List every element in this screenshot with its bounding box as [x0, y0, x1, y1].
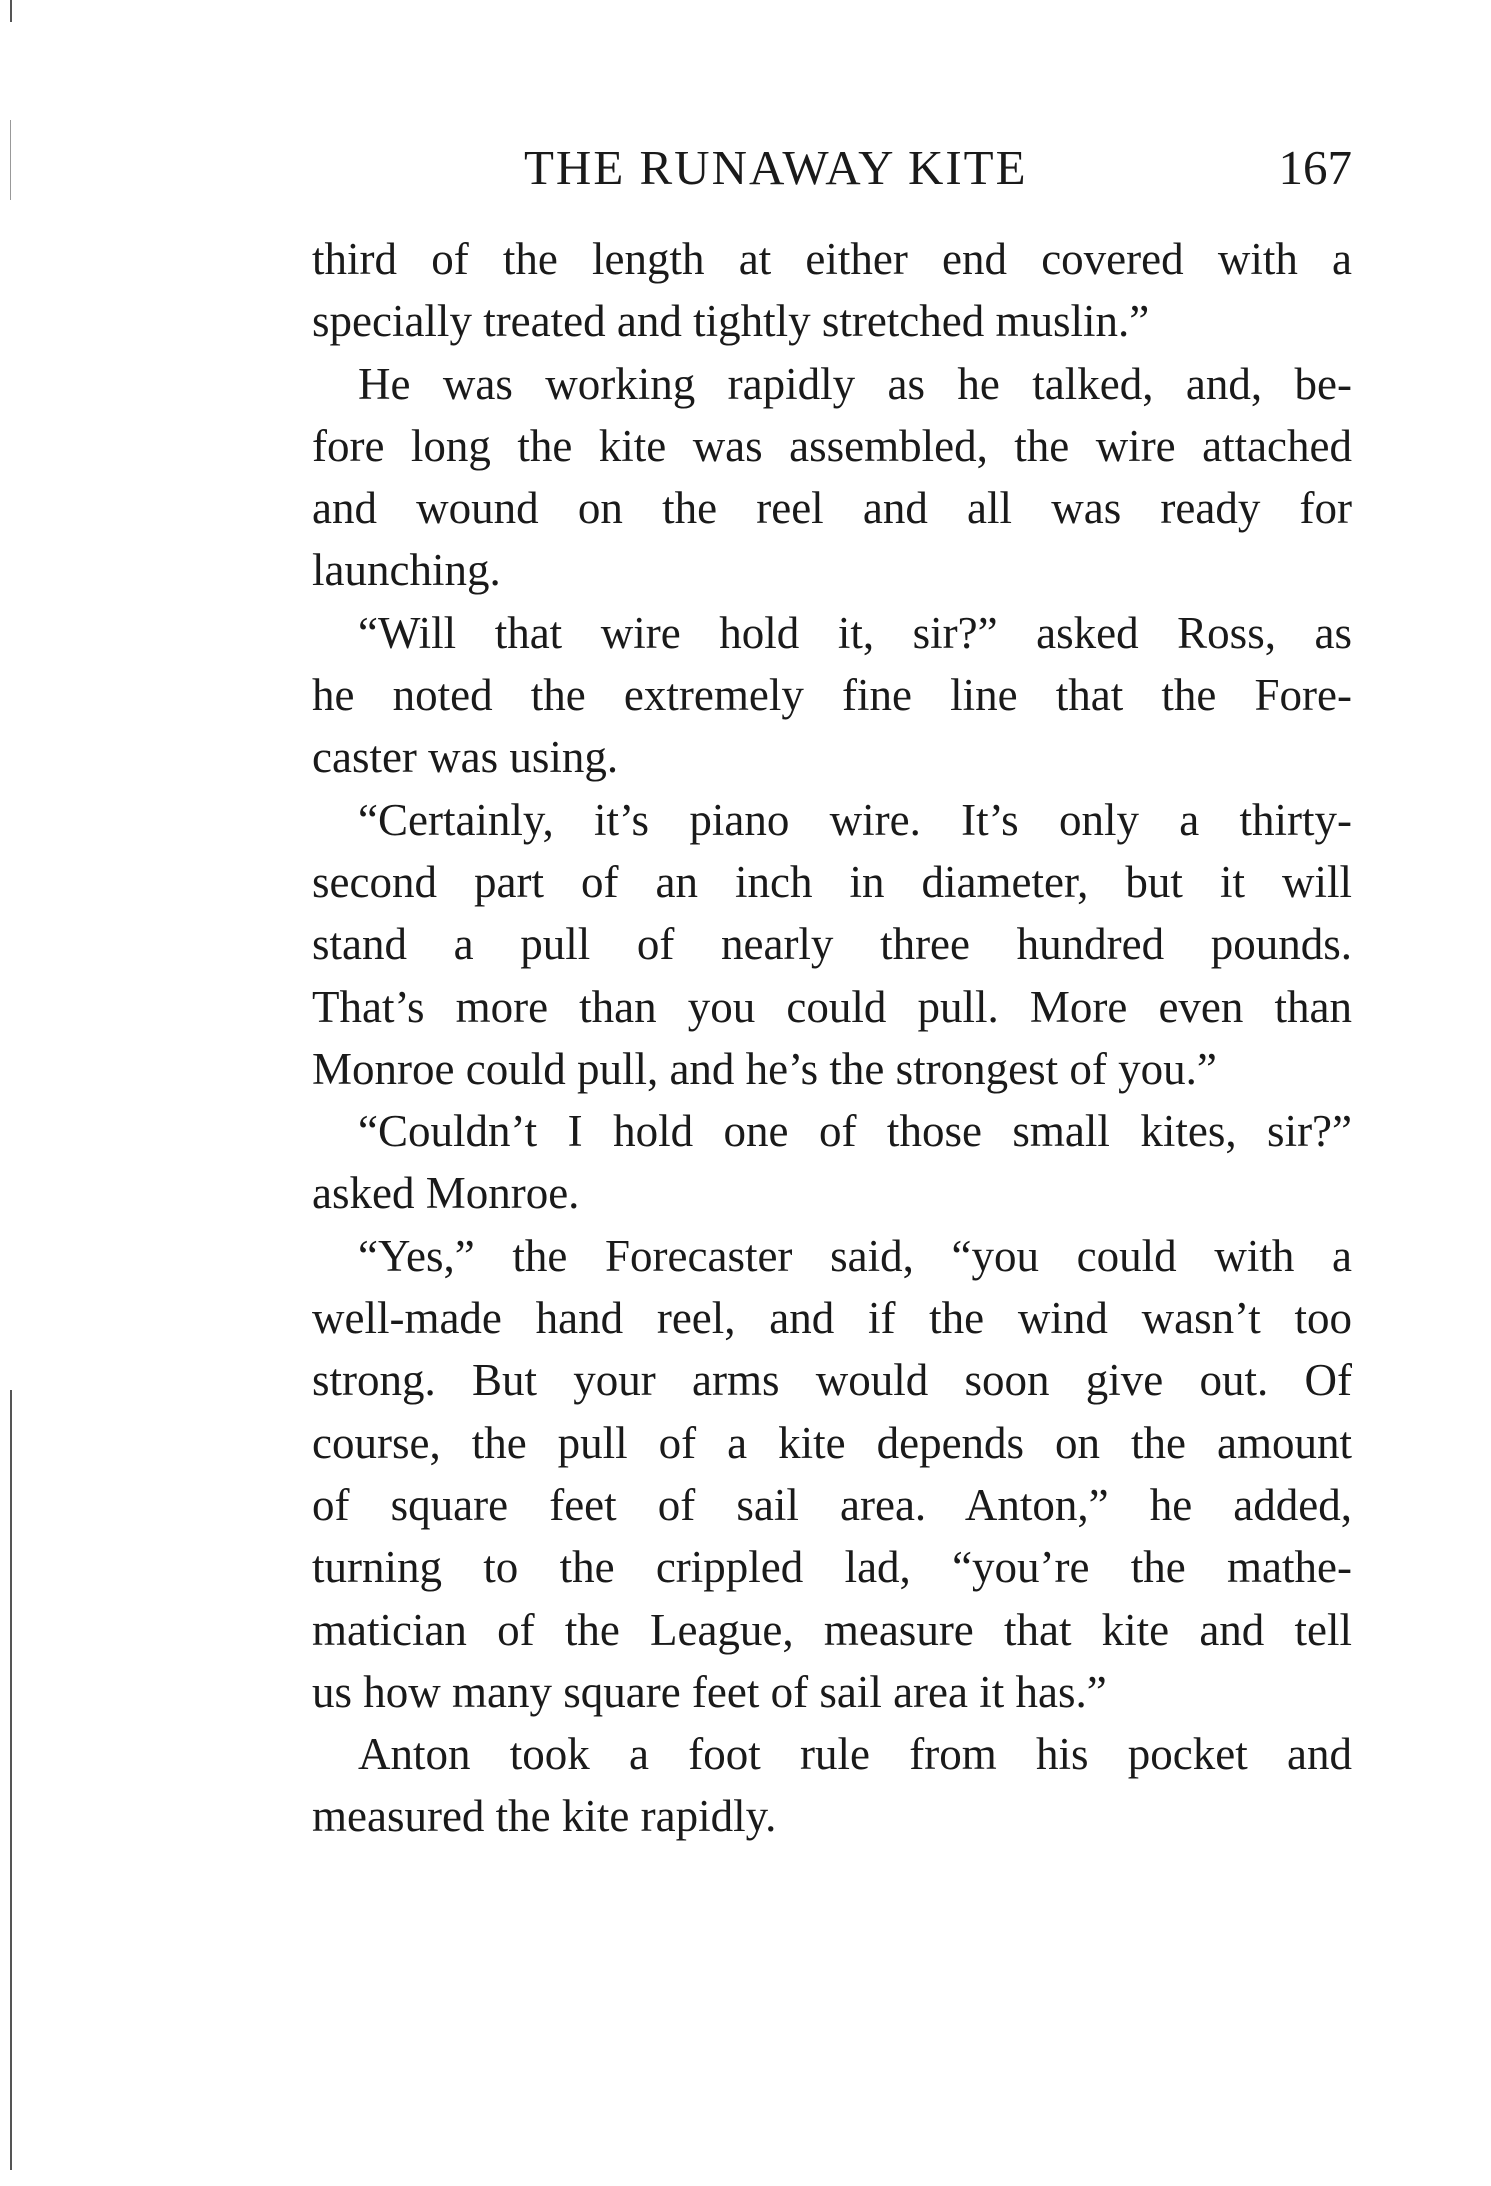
- text-line: he noted the extremely fine line that the Fore-: [312, 670, 1352, 721]
- text-line: well-made hand reel, and if the wind wasn’t too: [312, 1293, 1352, 1344]
- text-line: Anton took a foot rule from his pocket and: [358, 1729, 1352, 1780]
- text-line: of square feet of sail area. Anton,” he added,: [312, 1479, 1352, 1530]
- text-line: measured the kite rapidly.: [312, 1791, 777, 1842]
- scan-edge-mark: [10, 1390, 12, 2170]
- text-line: launching.: [312, 545, 501, 596]
- page-number: 167: [1278, 140, 1352, 195]
- text-line: turning to the crippled lad, “you’re the mathe-: [312, 1542, 1352, 1593]
- text-line: “Couldn’t I hold one of those small kites, sir?”: [358, 1106, 1352, 1157]
- running-title: THE RUNAWAY KITE: [524, 140, 1028, 195]
- text-line: asked Monroe.: [312, 1168, 580, 1219]
- text-line: caster was using.: [312, 732, 619, 783]
- text-line: “Yes,” the Forecaster said, “you could with a: [358, 1230, 1352, 1281]
- text-line: Monroe could pull, and he’s the strongest of you.”: [312, 1043, 1217, 1094]
- scan-edge-mark: [10, 0, 12, 22]
- page-header: [312, 138, 1352, 198]
- scan-edge-mark: [10, 120, 11, 200]
- text-line: fore long the kite was assembled, the wire attached: [312, 420, 1352, 471]
- text-line: strong. But your arms would soon give out. Of: [312, 1355, 1352, 1406]
- text-line: matician of the League, measure that kite and tell: [312, 1604, 1352, 1655]
- body-text: [312, 228, 1352, 1848]
- text-line: “Certainly, it’s piano wire. It’s only a thirty-: [358, 794, 1352, 845]
- text-line: us how many square feet of sail area it has.”: [312, 1666, 1107, 1717]
- text-line: and wound on the reel and all was ready for: [312, 483, 1352, 534]
- text-line: stand a pull of nearly three hundred pounds.: [312, 919, 1352, 970]
- text-line: specially treated and tightly stretched muslin.”: [312, 296, 1150, 347]
- text-line: course, the pull of a kite depends on the amount: [312, 1417, 1352, 1468]
- text-line: third of the length at either end covered with a: [312, 234, 1352, 284]
- text-line: That’s more than you could pull. More even than: [312, 981, 1352, 1032]
- text-line: He was working rapidly as he talked, and, be-: [358, 358, 1352, 409]
- text-line: second part of an inch in diameter, but it will: [312, 856, 1352, 907]
- text-line: “Will that wire hold it, sir?” asked Ross, as: [358, 607, 1352, 658]
